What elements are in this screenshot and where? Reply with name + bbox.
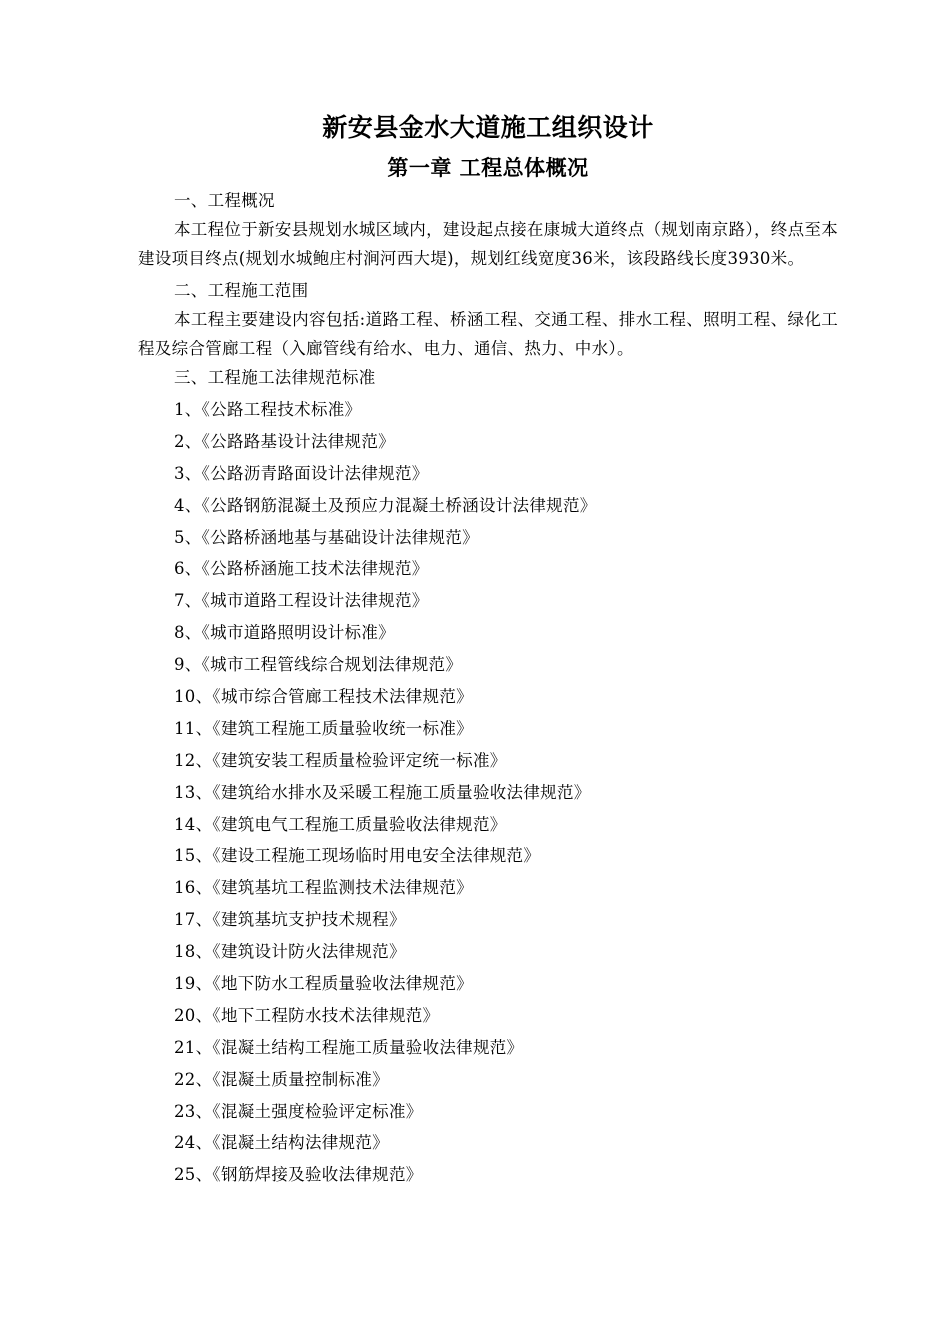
section-heading-standards: 三、工程施工法律规范标准	[174, 368, 376, 387]
standard-list-item: 5、《公路桥涵地基与基础设计法律规范》	[174, 527, 479, 547]
section-body-scope: 本工程主要建设内容包括:道路工程、桥涵工程、交通工程、排水工程、照明工程、绿化工程及综合管廊工程（入廊管线有给水、电力、通信、热力、中水）。	[138, 310, 838, 358]
standard-list-item: 22、《混凝土质量控制标准》	[174, 1069, 389, 1089]
standard-list-item: 9、《城市工程管线综合规划法律规范》	[174, 655, 463, 675]
section-body-overview: 本工程位于新安县规划水城区域内，建设起点接在康城大道终点（规划南京路），终点至本建设项目终点(规划水城鲍庄村涧河西大堤)，规划红线宽度36米，该段路线长度3930米。	[138, 220, 838, 268]
standard-list-item: 21、《混凝土结构工程施工质量验收法律规范》	[174, 1037, 524, 1057]
standard-list-item: 18、《建筑设计防火法律规范》	[174, 942, 406, 962]
standard-list-item: 25、《钢筋焊接及验收法律规范》	[174, 1165, 423, 1185]
standard-list-item: 13、《建筑给水排水及采暖工程施工质量验收法律规范》	[174, 782, 591, 802]
standard-list-item: 7、《城市道路工程设计法律规范》	[174, 591, 429, 611]
standard-list-item: 6、《公路桥涵施工技术法律规范》	[174, 559, 429, 579]
section-heading-scope: 二、工程施工范围	[174, 281, 309, 300]
standard-list-item: 23、《混凝土强度检验评定标准》	[174, 1101, 423, 1121]
standard-list-item: 14、《建筑电气工程施工质量验收法律规范》	[174, 814, 507, 834]
standard-list-item: 10、《城市综合管廊工程技术法律规范》	[174, 687, 473, 707]
standard-list-item: 15、《建设工程施工现场临时用电安全法律规范》	[174, 846, 541, 866]
standard-list-item: 20、《地下工程防水技术法律规范》	[174, 1005, 440, 1025]
standard-list-item: 17、《建筑基坑支护技术规程》	[174, 910, 406, 930]
section-heading-overview: 一、工程概况	[174, 191, 275, 210]
standard-list-item: 3、《公路沥青路面设计法律规范》	[174, 463, 429, 483]
standard-list-item: 12、《建筑安装工程质量检验评定统一标准》	[174, 750, 507, 770]
standards-list	[138, 394, 838, 1191]
standard-list-item: 16、《建筑基坑工程监测技术法律规范》	[174, 878, 473, 898]
standard-list-item: 19、《地下防水工程质量验收法律规范》	[174, 974, 473, 994]
standard-list-item: 8、《城市道路照明设计标准》	[174, 623, 395, 643]
chapter-title: 第一章 工程总体概况	[387, 155, 589, 180]
standard-list-item: 2、《公路路基设计法律规范》	[174, 431, 395, 451]
standard-list-item: 11、《建筑工程施工质量验收统一标准》	[174, 718, 473, 738]
standard-list-item: 24、《混凝土结构法律规范》	[174, 1133, 389, 1153]
standard-list-item: 4、《公路钢筋混凝土及预应力混凝土桥涵设计法律规范》	[174, 495, 597, 515]
document-title: 新安县金水大道施工组织设计	[322, 113, 654, 142]
standard-list-item: 1、《公路工程技术标准》	[174, 400, 362, 419]
